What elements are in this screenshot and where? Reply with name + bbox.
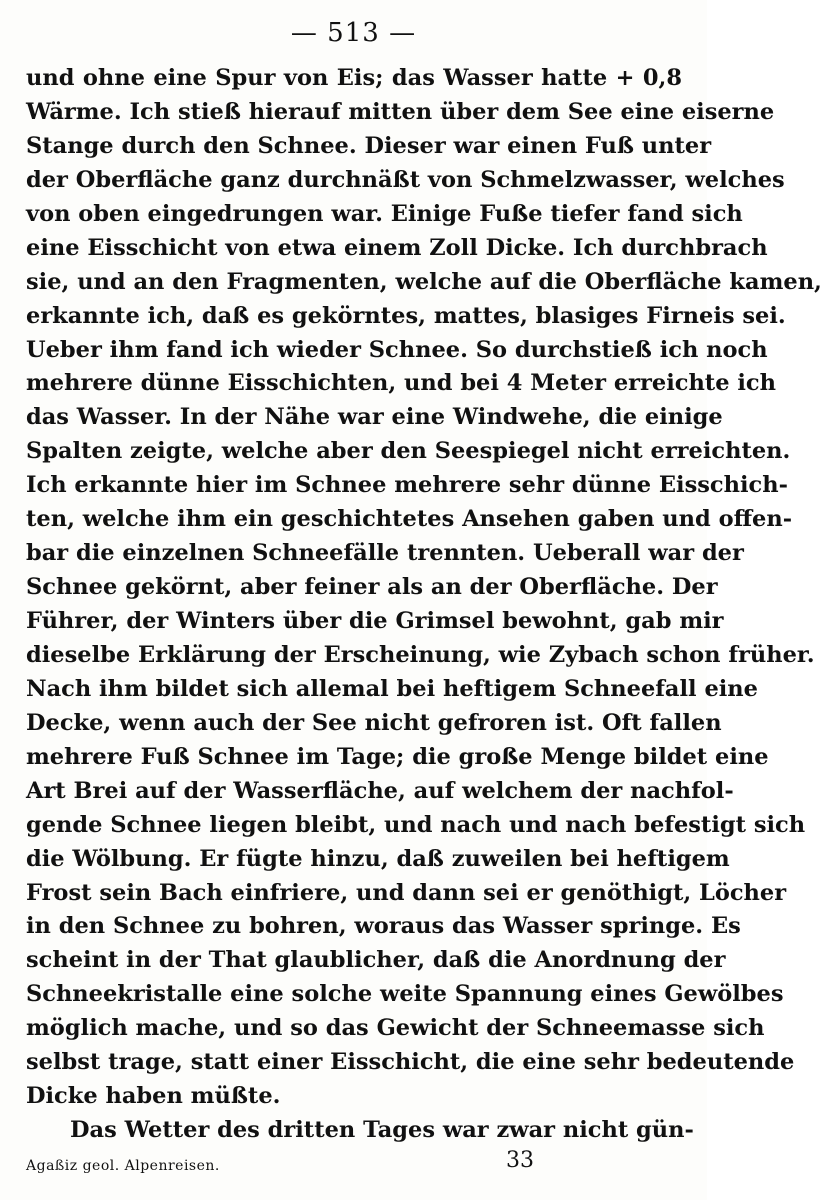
sheet-number: 33 [506,1148,534,1173]
text-line: dieselbe Erklärung der Erscheinung, wie Zybach schon früher. [26,641,815,668]
text-line: mehrere Fuß Schnee im Tage; die große Menge bildet eine [26,743,769,770]
text-line: Spalten zeigte, welche aber den Seespiegel nicht erreichten. [26,438,791,465]
body-text [26,62,822,1148]
paragraph-end-line: Dicke haben müßte. [26,1083,281,1110]
text-line: und ohne eine Spur von Eis; das Wasser hatte + 0,8 [26,65,682,91]
text-line: Ueber ihm fand ich wieder Schnee. So durchstieß ich noch [26,336,768,363]
text-line: Wärme. Ich stieß hierauf mitten über dem See eine eiserne [26,98,775,125]
text-line: Führer, der Winters über die Grimsel bewohnt, gab mir [26,608,724,634]
page-number-header: — 513 — [290,18,417,48]
text-line: Stange durch den Schnee. Dieser war einen Fuß unter [26,132,712,159]
text-line: gende Schnee liegen bleibt, und nach und nach befestigt sich [26,811,806,838]
text-line: selbst trage, statt einer Eisschicht, die eine sehr bedeutende [26,1049,795,1076]
text-line: Frost sein Bach einfriere, und dann sei er genöthigt, Löcher [26,879,787,906]
text-line: die Wölbung. Er fügte hinzu, daß zuweilen bei heftigem [26,845,730,872]
page-footer [26,1148,682,1184]
text-line: mehrere dünne Eisschichten, und bei 4 Meter erreichte ich [26,370,776,397]
text-line: von oben eingedrungen war. Einige Fuße tiefer fand sich [26,200,743,227]
text-line: Schnee gekörnt, aber feiner als an der Oberfläche. Der [26,574,718,601]
text-line: in den Schnee zu bohren, woraus das Wasser springe. Es [26,913,741,940]
text-line: Nach ihm bildet sich allemal bei heftigem Schneefall eine [26,675,758,702]
text-line: der Oberfläche ganz durchnäßt von Schmelzwasser, welches [26,166,785,193]
printer-signature: Agaßiz geol. Alpenreisen. [26,1158,220,1174]
text-line: möglich mache, und so das Gewicht der Schneemasse sich [26,1015,765,1042]
text-line: Schneekristalle eine solche weite Spannung eines Gewölbes [26,981,784,1008]
text-line: erkannte ich, daß es gekörntes, mattes, blasiges Firneis sei. [26,302,786,329]
text-line: Ich erkannte hier im Schnee mehrere sehr dünne Eisschich- [26,472,788,499]
text-line: bar die einzelnen Schneefälle trennten. Ueberall war der [26,540,744,567]
text-line: sie, und an den Fragmenten, welche auf die Oberfläche kamen, [26,268,822,295]
text-line: Decke, wenn auch der See nicht gefroren ist. Oft fallen [26,709,722,736]
paragraph-start-line: Das Wetter des dritten Tages war zwar nicht gün- [70,1117,694,1144]
text-line: ten, welche ihm ein geschichtetes Ansehen gaben und offen- [26,506,793,533]
text-line: scheint in der That glaublicher, daß die Anordnung der [26,947,726,974]
text-line: eine Eisschicht von etwa einem Zoll Dicke. Ich durchbrach [26,234,768,261]
text-line: Art Brei auf der Wasserfläche, auf welchem der nachfol- [26,777,734,804]
text-line: das Wasser. In der Nähe war eine Windwehe, die einige [26,404,723,431]
